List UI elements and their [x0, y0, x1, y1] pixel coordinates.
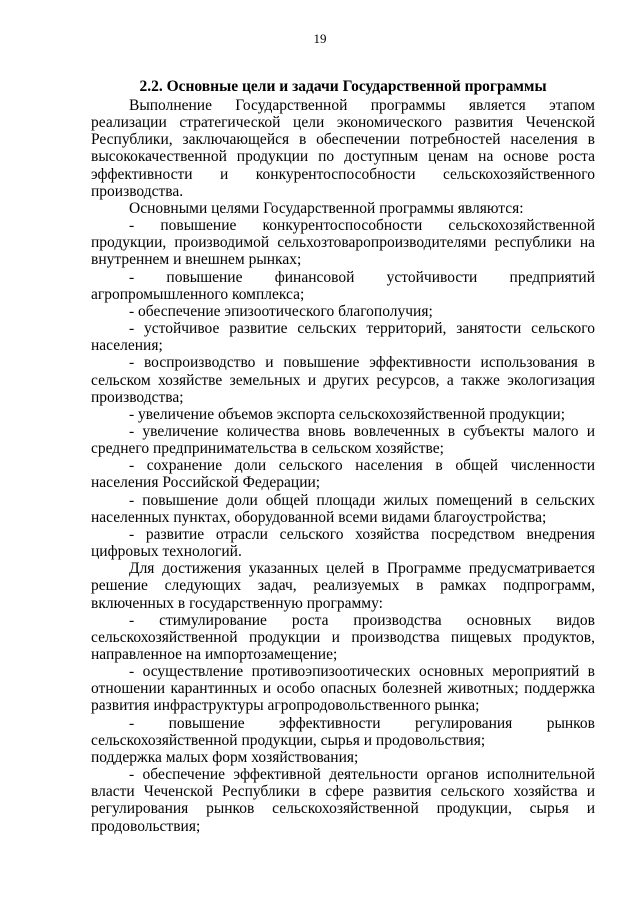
task-list-item: - обеспечение эффективной деятельности органов исполнительной власти Чеченской Республики в сфере развития сельского хозяйства и регулирования рынков сельскохозяйственной продукции, сырья и продовольствия;	[91, 766, 595, 835]
goal-list-item: - повышение доли общей площади жилых помещений в сельских населенных пунктах, оборудованной всеми видами благоустройства;	[91, 491, 595, 526]
body-text	[91, 97, 595, 835]
goal-list-item: - повышение конкурентоспособности сельскохозяйственной продукции, производимой сельхозтоваропроизводителями республики на внутреннем и внешнем рынках;	[91, 217, 595, 269]
goal-list-item: - воспроизводство и повышение эффективности использования в сельском хозяйстве земельных и других ресурсов, а также экологизация производства;	[91, 354, 595, 406]
task-list-item: - стимулирование роста производства основных видов сельскохозяйственной продукции и производства пищевых продуктов, направленное на импортозамещение;	[91, 611, 595, 663]
goal-list-item: - устойчивое развитие сельских территорий, занятости сельского населения;	[91, 320, 595, 355]
goals-lead-paragraph: Основными целями Государственной программы являются:	[129, 199, 524, 217]
tasks-lead-paragraph: Для достижения указанных целей в Программе предусматривается решение следующих задач, реализуемых в рамках подпрограмм, включенных в государственную программу:	[91, 560, 595, 612]
goal-list-item: - повышение финансовой устойчивости предприятий агропромышленного комплекса;	[91, 268, 595, 303]
goal-list-item: - сохранение доли сельского населения в общей численности населения Российской Федерации;	[91, 457, 595, 492]
intro-paragraph: Выполнение Государственной программы является этапом реализации стратегической цели экономического развития Чеченской Республики, заключающейся в обеспечении потребностей населения в высококачественной продукции по доступным ценам на основе роста эффективности и конкурентоспособности сельскохозяйственного производства.	[91, 97, 595, 200]
page-number: 19	[313, 31, 327, 46]
task-list-item: - осуществление противоэпизоотических основных мероприятий в отношении карантинных и особо опасных болезней животных; поддержка развития инфраструктуры агропродовольственного рынка;	[91, 663, 595, 715]
section-heading: 2.2. Основные цели и задачи Государственной программы	[139, 78, 547, 95]
task-list-item: поддержка малых форм хозяйствования;	[91, 748, 359, 766]
goal-list-item: - развитие отрасли сельского хозяйства посредством внедрения цифровых технологий.	[91, 525, 595, 561]
task-list-item: - повышение эффективности регулирования рынков сельскохозяйственной продукции, сырья и продовольствия;	[91, 714, 595, 749]
goal-list-item: - увеличение объемов экспорта сельскохозяйственной продукции;	[129, 405, 565, 423]
goal-list-item: - увеличение количества вновь вовлеченных в субъекты малого и среднего предпринимательства в сельском хозяйстве;	[91, 422, 595, 458]
goal-list-item: - обеспечение эпизоотического благополучия;	[129, 302, 433, 320]
